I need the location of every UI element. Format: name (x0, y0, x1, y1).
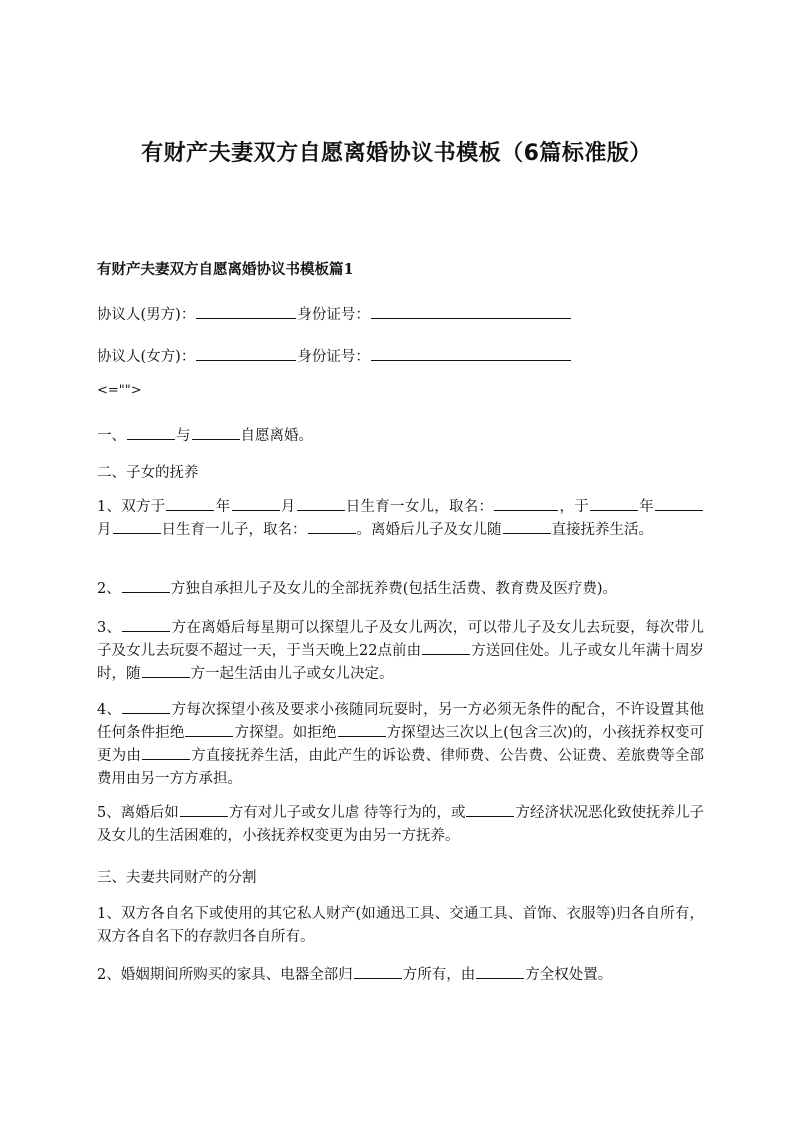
blank (127, 425, 175, 440)
blank (655, 496, 703, 511)
text: 2、婚姻期间所购买的家具、电器全部归 (97, 967, 353, 983)
female-name-blank (196, 346, 296, 361)
text: 。离婚后儿子及女儿随 (356, 522, 502, 538)
paragraph-2-1 (97, 496, 704, 542)
heading-property-division: 三、夫妻共同财产的分割 (97, 870, 257, 886)
stray-markup-text: <=""> (97, 383, 142, 398)
blank (122, 617, 170, 632)
text: 一、 (97, 428, 126, 444)
text: 方经济状况恶化致使抚养儿子及女儿的生活困难的，小孩抚养权变更为由另一方抚养。 (97, 805, 705, 844)
text: 1、双方于 (97, 499, 166, 515)
text: 5、离婚后如 (97, 805, 179, 821)
text: 方送回住处。儿子或女儿年满十周岁时，随 (97, 643, 705, 682)
blank (180, 802, 228, 817)
text: 方所有，由 (402, 967, 476, 983)
text: 方独自承担儿子及女儿的全部抚养费(包括生活费、教育费及医疗费)。 (170, 581, 618, 597)
blank (142, 663, 190, 678)
text: 方在离婚后每星期可以探望儿子及女儿两次，可以带儿子及女儿去玩耍，每次带儿子及女儿去玩耍不超过一天，于当天晚上22点前由 (97, 620, 704, 659)
heading-child-custody: 二、子女的抚养 (97, 465, 199, 481)
text: 年 (215, 499, 231, 515)
blank (590, 496, 638, 511)
text: 直接抚养生活。 (551, 522, 653, 538)
text: 方探望。如拒绝 (234, 725, 337, 741)
blank (503, 519, 551, 534)
text: 自愿离婚。 (240, 428, 313, 444)
male-id-label: 身份证号： (297, 307, 370, 323)
party-female-line (97, 345, 572, 366)
blank (166, 496, 214, 511)
blank (476, 964, 524, 979)
text: 4、 (97, 702, 122, 718)
party-male-line (97, 303, 572, 324)
party-male-label: 协议人(男方)： (97, 307, 196, 323)
text: 日生育一儿子，取名： (161, 522, 307, 538)
female-id-blank (371, 346, 571, 361)
paragraph-2-5 (97, 802, 704, 848)
text: 方全权处置。 (525, 967, 613, 983)
female-id-label: 身份证号： (297, 349, 370, 365)
blank (122, 699, 170, 714)
paragraph-1 (97, 424, 313, 445)
blank (297, 496, 345, 511)
text: 方有对儿子或女儿虐 待等行为的，或 (228, 805, 466, 821)
text: 方一起生活由儿子或女儿决定。 (190, 666, 394, 682)
paragraph-2-3 (97, 617, 704, 686)
male-name-blank (196, 304, 296, 319)
text: 方探望达三次以上(包含三次)的，小孩抚养权变可更为由 (97, 725, 705, 764)
blank (232, 496, 280, 511)
text: 2、 (97, 581, 121, 597)
blank (354, 964, 402, 979)
text: 日生育一女儿，取名： (345, 499, 494, 515)
blank (466, 802, 514, 817)
section-title: 有财产夫妻双方自愿离婚协议书模板篇1 (97, 261, 354, 278)
page-title: 有财产夫妻双方自愿离婚协议书模板（6篇标准版） (141, 141, 652, 166)
party-female-label: 协议人(女方)： (97, 349, 196, 365)
paragraph-3-2 (97, 964, 704, 987)
text: 月 (97, 522, 112, 538)
text: 月 (280, 499, 296, 515)
paragraph-2-2 (97, 578, 704, 601)
blank (308, 519, 356, 534)
blank (122, 578, 170, 593)
blank (422, 640, 470, 655)
text: 与 (176, 428, 191, 444)
blank (185, 722, 233, 737)
blank (338, 722, 386, 737)
text: ，于 (559, 499, 590, 515)
text: 年 (639, 499, 655, 515)
text: 3、 (97, 620, 122, 636)
paragraph-2-4 (97, 699, 704, 791)
text: 方直接抚养生活，由此产生的诉讼费、律师费、公告费、公证费、差旅费等全部费用由另一方方承担。 (97, 748, 705, 787)
blank (192, 425, 240, 440)
text: 方每次探望小孩及要求小孩随同玩耍时，另一方必须无条件的配合，不许设置其他任何条件拒绝 (97, 702, 704, 741)
male-id-blank (371, 304, 571, 319)
blank (494, 496, 558, 511)
paragraph-3-1: 1、双方各自名下或使用的其它私人财产(如通迅工具、交通工具、首饰、衣服等)归各自所有，双方各自名下的存款归各自所有。 (97, 906, 704, 945)
blank (113, 519, 161, 534)
blank (142, 745, 190, 760)
